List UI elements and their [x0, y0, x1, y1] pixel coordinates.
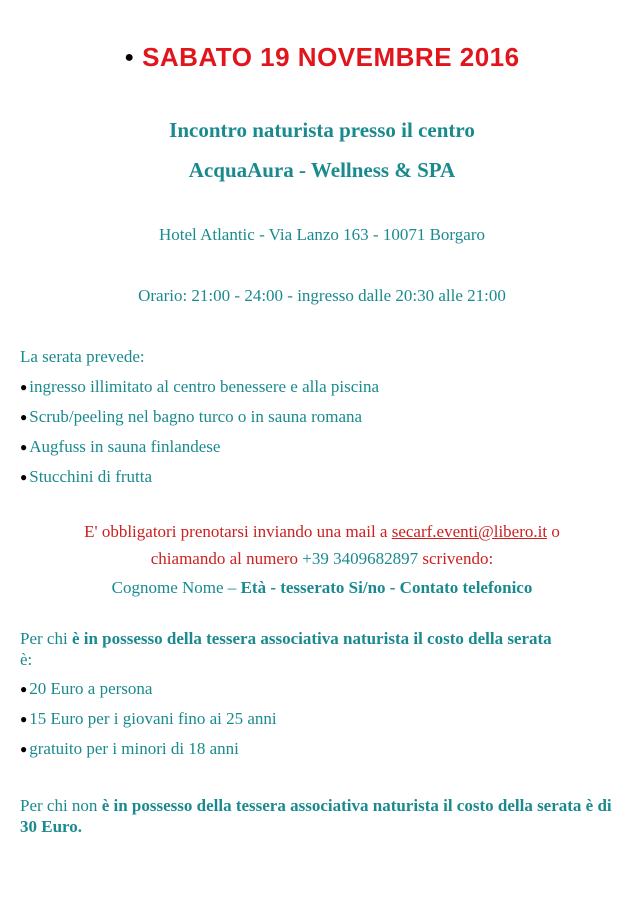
bullet-icon: ●: [20, 380, 28, 394]
members-intro: Per chi è in possesso della tessera associativa naturista il costo della serata è:: [20, 629, 552, 669]
list-item: ● gratuito per i minori di 18 anni: [20, 739, 239, 758]
list-item: ● 20 Euro a persona: [20, 679, 153, 698]
phone-number: +39 3409682897: [302, 549, 419, 568]
subtitle-line-2: AcquaAura - Wellness & SPA: [188, 158, 456, 182]
booking-fields: Cognome Nome – Età - tesserato Si/no - Contato telefonico: [111, 578, 533, 597]
members-section: [20, 628, 630, 764]
bullet-icon: ●: [124, 48, 135, 66]
bullet-icon: ●: [20, 712, 28, 726]
list-item: ● 15 Euro per i giovani fino ai 25 anni: [20, 709, 277, 728]
list-item: ● ingresso illimitato al centro benessere e alla piscina: [20, 377, 380, 396]
program-section: [20, 342, 630, 492]
schedule-line: Orario: 21:00 - 24:00 - ingresso dalle 20:30 alle 21:00: [138, 286, 506, 305]
location-line: Hotel Atlantic - Via Lanzo 163 - 10071 Borgaro: [158, 225, 485, 244]
email-link[interactable]: secarf.eventi@libero.it: [391, 522, 548, 541]
bullet-icon: ●: [20, 682, 28, 696]
booking-line-2: chiamando al numero +39 3409682897 scrivendo:: [150, 549, 494, 568]
booking-line-1: E' obbligatori prenotarsi inviando una mail a secarf.eventi@libero.it o: [84, 522, 560, 541]
list-item: ● Scrub/peeling nel bagno turco o in sauna romana: [20, 407, 363, 426]
bullet-icon: ●: [20, 470, 28, 484]
non-members-section: [20, 795, 630, 837]
bullet-icon: ●: [20, 410, 28, 424]
title-row: [0, 42, 644, 73]
booking-notice: [0, 518, 644, 601]
subtitle-line-1: Incontro naturista presso il centro: [169, 118, 475, 142]
non-members-text: Per chi non è in possesso della tessera associativa naturista il costo della serata è di 30 Euro.: [20, 796, 612, 836]
list-item: ● Augfuss in sauna finlandese: [20, 437, 221, 456]
list-item: ● Stucchini di frutta: [20, 467, 153, 486]
program-intro: La serata prevede:: [20, 347, 145, 366]
bullet-icon: ●: [20, 742, 28, 756]
bullet-icon: ●: [20, 440, 28, 454]
event-title: SABATO 19 NOVEMBRE 2016: [142, 42, 520, 72]
